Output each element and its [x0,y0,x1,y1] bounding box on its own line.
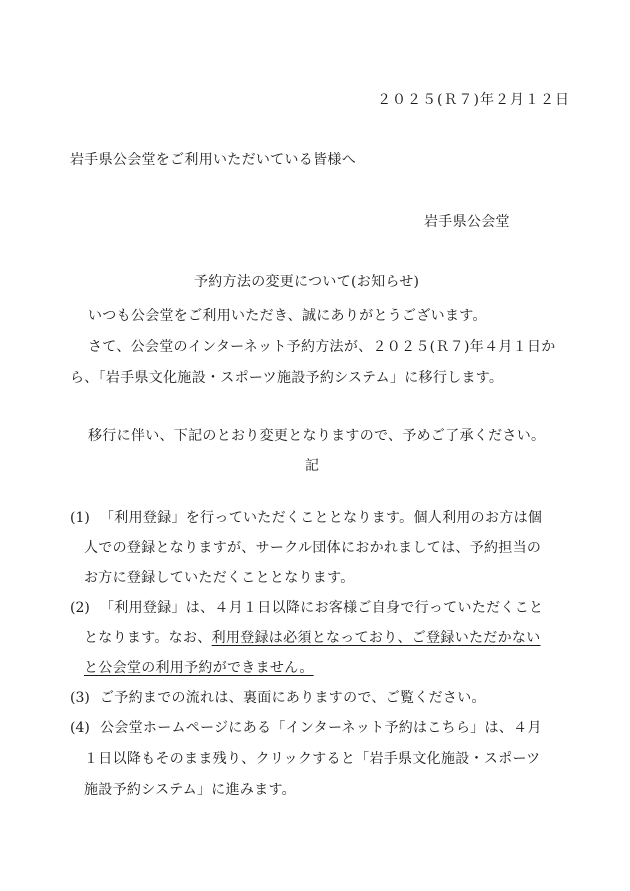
item-4-line-2: １日以降もそのまま残り、クリックすると「岩手県文化施設・スポーツ [84,751,541,767]
item-1-line-3: お方に登録していただくこととなります。 [84,570,355,586]
item-number-1: (1) [70,510,90,526]
greeting-paragraph: いつも公会堂をご利用いただき、誠にありがとうございます。 [88,308,487,324]
addressee-line: 岩手県公会堂をご利用いただいている皆様へ [70,152,356,168]
item-4-line-3: 施設予約システム」に進みます。 [84,782,296,798]
item-2-line-1: 「利用登録」は、４月１日以降にお客様ご自身で行っていただくこと [100,600,544,616]
item-number-2: (2) [70,600,90,616]
item-1-line-1: 「利用登録」を行っていただくこととなります。個人利用のお方は個 [100,510,543,526]
item-number-4: (4) [70,720,90,736]
notice-title: 予約方法の変更について(お知らせ) [194,274,420,290]
item-3-line-1: ご予約までの流れは、裏面にありますので、ご覧ください。 [100,690,486,706]
item-number-3: (3) [70,690,90,706]
document-date: ２０２５(Ｒ７)年２月１２日 [377,92,570,108]
item-1-line-2: 人での登録となりますが、サークル団体におかれましては、予約担当の [84,540,542,556]
announcement-line-1: さて、公会堂のインターネット予約方法が、２０２５(Ｒ７)年４月１日か [88,339,556,355]
transition-paragraph: 移行に伴い、下記のとおり変更となりますので、予めご了承ください。 [88,428,546,444]
item-4-line-1: 公会堂ホームページにある「インターネット予約はこちら」は、４月 [100,720,542,736]
item-2-underlined-warning-2: と公会堂の利用予約ができません。 [84,660,314,676]
ki-heading: 記 [305,458,320,474]
item-2-line-2 [84,628,541,648]
item-2-line-2-plain: となります。なお、 [84,630,212,646]
sender-name: 岩手県公会堂 [424,214,510,230]
announcement-line-2: ら、「岩手県文化施設・スポーツ施設予約システム」に移行します。 [70,370,504,386]
item-2-underlined-warning-1: 利用登録は必須となっており、ご登録いただかない [211,630,541,646]
item-2-line-3 [84,658,314,678]
